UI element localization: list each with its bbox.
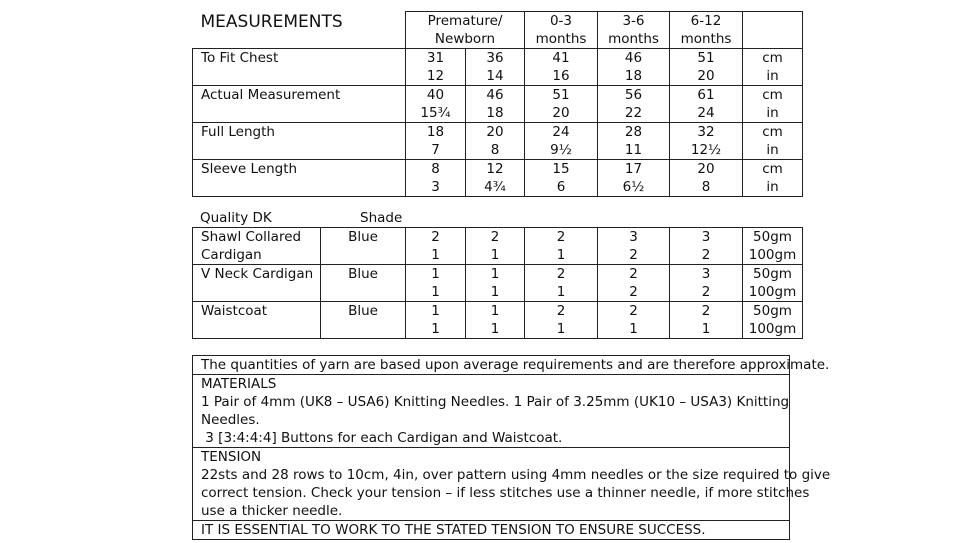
value-cm: 15 bbox=[552, 161, 570, 177]
table-row bbox=[193, 302, 803, 339]
size-header-0-3 bbox=[525, 12, 598, 49]
qty-100gm: 2 bbox=[629, 284, 638, 300]
unit-cm: cm bbox=[762, 50, 783, 66]
value-cm: 32 bbox=[697, 124, 715, 140]
qty-100gm: 2 bbox=[701, 247, 711, 263]
essential-note-row bbox=[193, 521, 790, 540]
unit-cm: cm bbox=[762, 161, 783, 177]
value-cm: 20 bbox=[697, 161, 715, 177]
row-label: Actual Measurement bbox=[193, 86, 406, 123]
value-cm: 12 bbox=[486, 161, 504, 177]
qty-100gm: 1 bbox=[431, 247, 440, 263]
shade-value: Blue bbox=[348, 303, 378, 319]
unit-in: in bbox=[766, 179, 779, 195]
qty-100gm: 1 bbox=[556, 321, 566, 337]
qty-50gm: 2 bbox=[431, 229, 440, 245]
qty-100gm: 2 bbox=[629, 247, 638, 263]
unit-100gm: 100gm bbox=[748, 284, 797, 300]
tension-text-line3: use a thicker needle. bbox=[201, 503, 343, 519]
size-header-line2: months bbox=[680, 31, 732, 47]
qty-100gm: 1 bbox=[629, 321, 638, 337]
value-cm: 61 bbox=[697, 87, 715, 103]
value-in: 11 bbox=[624, 142, 643, 158]
qty-100gm: 2 bbox=[701, 284, 711, 300]
value-in: 24 bbox=[697, 105, 715, 121]
value-in: 12½ bbox=[690, 142, 722, 158]
value-in: 12 bbox=[426, 68, 445, 84]
materials-buttons: 3 [3:4:4:4] Buttons for each Cardigan and Waistcoat. bbox=[201, 430, 563, 446]
value-cm: 36 bbox=[486, 50, 504, 66]
unit-100gm: 100gm bbox=[748, 247, 797, 263]
tension-row bbox=[193, 448, 790, 521]
size-header-line1: 3-6 bbox=[622, 13, 645, 29]
qty-100gm: 1 bbox=[556, 284, 566, 300]
qty-50gm: 1 bbox=[490, 303, 500, 319]
tension-text-line2: correct tension. Check your tension – if less stitches use a thinner needle, if more stitches bbox=[201, 485, 810, 501]
qty-100gm: 1 bbox=[490, 247, 500, 263]
measurements-title-cell bbox=[193, 12, 406, 49]
value-in: 4¾ bbox=[484, 179, 506, 195]
value-cm: 51 bbox=[552, 87, 570, 103]
table-row bbox=[193, 265, 803, 302]
tension-text-line1: 22sts and 28 rows to 10cm, 4in, over pattern using 4mm needles or the size required to give bbox=[201, 467, 831, 483]
qty-50gm: 2 bbox=[490, 229, 500, 245]
qty-50gm: 2 bbox=[556, 229, 566, 245]
value-in: 14 bbox=[486, 68, 504, 84]
unit-50gm: 50gm bbox=[753, 229, 792, 245]
qty-50gm: 3 bbox=[701, 229, 711, 245]
garment-name-continued: Cardigan bbox=[201, 247, 262, 263]
value-cm: 51 bbox=[697, 50, 715, 66]
quantities-note: The quantities of yarn are based upon average requirements and are therefore approximate. bbox=[201, 357, 830, 373]
size-header-6-12 bbox=[670, 12, 743, 49]
value-cm: 46 bbox=[624, 50, 643, 66]
unit-50gm: 50gm bbox=[753, 303, 792, 319]
row-label: Sleeve Length bbox=[193, 160, 406, 197]
value-in: 20 bbox=[552, 105, 570, 121]
qty-50gm: 2 bbox=[701, 303, 711, 319]
row-label: To Fit Chest bbox=[193, 49, 406, 86]
unit-50gm: 50gm bbox=[753, 266, 792, 282]
value-in: 7 bbox=[431, 142, 440, 158]
qty-50gm: 2 bbox=[556, 303, 566, 319]
value-in: 18 bbox=[486, 105, 504, 121]
yarn-quantities-table bbox=[192, 227, 803, 339]
essential-note: IT IS ESSENTIAL TO WORK TO THE STATED TENSION TO ENSURE SUCCESS. bbox=[201, 522, 706, 538]
materials-needles: 1 Pair of 4mm (UK8 – USA6) Knitting Needles. 1 Pair of 3.25mm (UK10 – USA3) Knitting bbox=[201, 394, 790, 410]
materials-needles-continued: Needles. bbox=[201, 412, 260, 428]
qty-100gm: 1 bbox=[701, 321, 711, 337]
qty-100gm: 1 bbox=[490, 321, 500, 337]
unit-in: in bbox=[766, 68, 779, 84]
value-in: 9½ bbox=[550, 142, 572, 158]
qty-50gm: 2 bbox=[629, 303, 638, 319]
value-in: 16 bbox=[552, 68, 570, 84]
value-in: 20 bbox=[697, 68, 715, 84]
qty-100gm: 1 bbox=[556, 247, 566, 263]
table-row bbox=[193, 49, 803, 86]
value-cm: 46 bbox=[486, 87, 504, 103]
unit-cm: cm bbox=[762, 87, 783, 103]
value-in: 8 bbox=[490, 142, 500, 158]
unit-100gm: 100gm bbox=[748, 321, 797, 337]
value-cm: 40 bbox=[426, 87, 445, 103]
size-header-line1: 0-3 bbox=[549, 13, 573, 29]
qty-50gm: 2 bbox=[629, 266, 638, 282]
size-header-line1: Premature/ bbox=[427, 13, 503, 29]
value-in: 6 bbox=[556, 179, 566, 195]
table-row bbox=[193, 228, 803, 265]
value-cm: 28 bbox=[624, 124, 643, 140]
value-cm: 41 bbox=[552, 50, 570, 66]
garment-name: V Neck Cardigan bbox=[201, 266, 314, 282]
garment-name: Waistcoat bbox=[201, 303, 268, 319]
value-in: 6½ bbox=[622, 179, 645, 195]
qty-50gm: 3 bbox=[701, 266, 711, 282]
value-in: 18 bbox=[624, 68, 643, 84]
size-header-line2: months bbox=[608, 31, 659, 47]
size-header-3-6 bbox=[598, 12, 670, 49]
value-cm: 20 bbox=[486, 124, 504, 140]
garment-name: Shawl Collared bbox=[201, 229, 302, 245]
unit-header-cell bbox=[743, 12, 803, 49]
qty-50gm: 1 bbox=[431, 303, 440, 319]
qty-100gm: 1 bbox=[431, 321, 440, 337]
size-header-line2: months bbox=[535, 31, 587, 47]
qty-50gm: 1 bbox=[431, 266, 440, 282]
value-in: 22 bbox=[624, 105, 643, 121]
value-in: 15¾ bbox=[420, 105, 451, 121]
shade-label: Shade bbox=[360, 210, 403, 226]
size-header-line1: 6-12 bbox=[690, 13, 722, 29]
measurements-title: MEASUREMENTS bbox=[200, 11, 343, 32]
row-label: Full Length bbox=[193, 123, 406, 160]
table-row bbox=[193, 86, 803, 123]
qty-50gm: 1 bbox=[490, 266, 500, 282]
qty-50gm: 2 bbox=[556, 266, 566, 282]
materials-row bbox=[193, 375, 790, 448]
shade-value: Blue bbox=[348, 229, 378, 245]
value-cm: 56 bbox=[624, 87, 643, 103]
value-in: 3 bbox=[431, 179, 440, 195]
notes-table bbox=[192, 355, 831, 540]
table-row bbox=[193, 123, 803, 160]
unit-cm: cm bbox=[762, 124, 783, 140]
qty-50gm: 3 bbox=[629, 229, 638, 245]
size-header-premature bbox=[406, 12, 525, 49]
value-in: 8 bbox=[701, 179, 711, 195]
unit-in: in bbox=[766, 105, 779, 121]
materials-heading: MATERIALS bbox=[201, 376, 277, 392]
quantities-note-row bbox=[193, 356, 790, 375]
shade-value: Blue bbox=[348, 266, 378, 282]
unit-in: in bbox=[766, 142, 779, 158]
value-cm: 18 bbox=[426, 124, 445, 140]
value-cm: 8 bbox=[431, 161, 440, 177]
measurements-table bbox=[192, 11, 803, 197]
table-row bbox=[193, 160, 803, 197]
qty-100gm: 1 bbox=[490, 284, 500, 300]
size-header-line2: Newborn bbox=[434, 31, 496, 47]
value-cm: 17 bbox=[624, 161, 643, 177]
value-cm: 24 bbox=[552, 124, 570, 140]
quality-label: Quality DK bbox=[200, 210, 272, 226]
qty-100gm: 1 bbox=[431, 284, 440, 300]
tension-heading: TENSION bbox=[201, 449, 262, 465]
value-cm: 31 bbox=[426, 50, 445, 66]
